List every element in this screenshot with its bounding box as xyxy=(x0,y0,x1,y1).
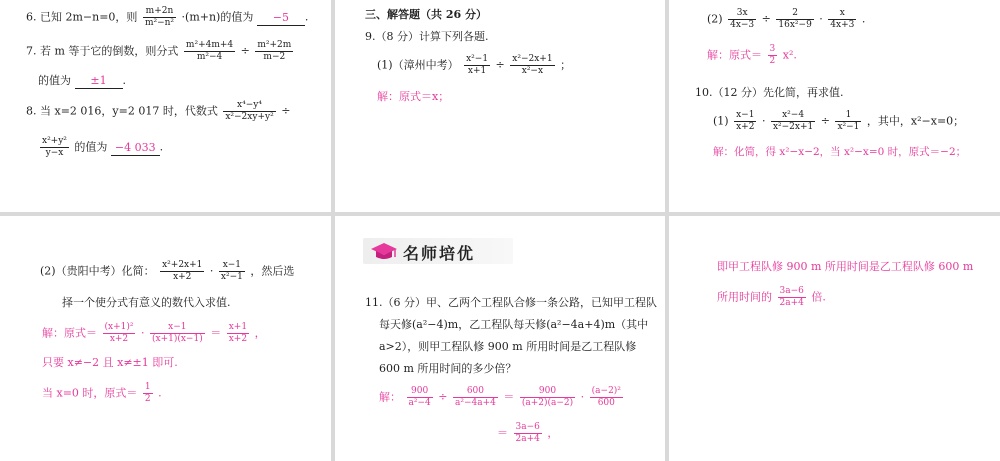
q9-2-fraction-1 xyxy=(728,8,756,31)
q10-1-op2: ÷ xyxy=(820,114,830,128)
q9-2-op1: ÷ xyxy=(761,12,771,26)
q11-sol2-den: 2a+4 xyxy=(515,434,540,444)
q7-fraction-2 xyxy=(255,40,293,63)
q10-2-sol-end: ， xyxy=(254,326,266,340)
q10-1-fraction-1 xyxy=(734,110,756,133)
q10-2-solution-2: 只要 x≠−2 且 x≠±1 即可. xyxy=(42,356,178,369)
q11-solution-1 xyxy=(379,386,625,409)
q11-sol-prefix: 解： xyxy=(379,390,401,404)
q10-2-sol3-den: 2 xyxy=(144,394,151,404)
q10-2-sol3-end: . xyxy=(158,386,162,400)
q9-2-f2-num: 2 xyxy=(776,8,813,20)
q10-1-f2-num: x²−4 xyxy=(771,110,815,122)
q10-1-op1: · xyxy=(761,114,766,128)
q8-answer: −4 033 xyxy=(111,141,160,156)
q10-2-fraction-1 xyxy=(160,260,204,283)
q8-line2-text: 的值为 xyxy=(74,140,108,154)
q9-1-solution: 解：原式＝x； xyxy=(377,90,450,103)
q9-2-f1-num: 3x xyxy=(728,8,756,20)
q11-sol-f3-den: (a+2)(a−2) xyxy=(521,398,574,408)
q11-sol-eq: ＝ xyxy=(503,390,515,404)
conclusion-line2 xyxy=(717,286,826,309)
q7-f2-den: m−2 xyxy=(263,52,286,62)
panel-q10-2 xyxy=(0,216,331,461)
question-11-line1: 11.（6 分）甲、乙两个工程队合修一条公路，已知甲工程队 xyxy=(365,296,657,309)
q11-sol-fraction-1 xyxy=(407,386,433,409)
q9-1-op: ÷ xyxy=(495,58,505,72)
q10-2-sol-f1-num: (x+1)² xyxy=(104,322,134,332)
q10-2-f1-den: x+2 xyxy=(173,272,192,282)
q11-sol2-num: 3a−6 xyxy=(515,422,540,432)
q11-sol-f2-den: a²−4a+4 xyxy=(454,398,496,408)
q11-sol-op1: ÷ xyxy=(438,390,448,404)
question-9-2 xyxy=(707,8,865,31)
q10-1-f1-den: x+2 xyxy=(736,122,755,132)
question-9: 9.（8 分）计算下列各题. xyxy=(365,30,489,43)
question-11-line2: 每天修(a²−4)m，乙工程队每天修(a²−4a+4)m（其中 xyxy=(379,318,649,331)
question-10-2-line2: 择一个使分式有意义的数代入求值. xyxy=(62,296,231,309)
q7-f1-num: m²+4m+4 xyxy=(185,40,234,50)
q9-1-f2-den: x²−x xyxy=(521,66,544,76)
q11-sol-f2-num: 600 xyxy=(453,386,498,398)
question-8-line2 xyxy=(38,136,163,159)
q9-2-f3-den: 4x+3 xyxy=(830,20,855,30)
q10-2-sol-fraction-3 xyxy=(227,322,249,345)
q10-2-sol-fraction-1 xyxy=(103,322,136,345)
q8-fraction-2 xyxy=(40,136,69,159)
q10-2-sol-op: · xyxy=(140,326,145,340)
q6-end: . xyxy=(304,10,309,24)
q11-sol-f4-num: (a−2)² xyxy=(591,386,621,396)
q10-2-f1-num: x²+2x+1 xyxy=(162,260,203,270)
conclusion-frac-den: 2a+4 xyxy=(779,298,804,308)
q9-1-end: ； xyxy=(560,58,572,72)
q9-2-fraction-3 xyxy=(828,8,856,31)
q8-f1-num: x⁴−y⁴ xyxy=(223,100,275,112)
q10-2-suffix: ，然后选 xyxy=(250,264,295,278)
q11-sol2-end: ， xyxy=(547,426,559,440)
q10-2-sol3-num: 1 xyxy=(144,382,151,392)
q10-2-sol3-fraction xyxy=(143,382,153,405)
q9-2-fraction-2 xyxy=(776,8,813,31)
q6-answer: −5 xyxy=(257,11,305,26)
conclusion-frac-num: 3a−6 xyxy=(779,286,804,296)
q9-2-sol-num: 3 xyxy=(769,44,776,54)
q11-sol-fraction-4 xyxy=(590,386,623,409)
q7-fraction-1 xyxy=(184,40,235,63)
q10-2-sol-f2-den: (x+1)(x−1) xyxy=(151,334,203,344)
question-9-1 xyxy=(377,54,571,77)
q7-end: . xyxy=(122,74,126,87)
q11-sol-f4-den: 600 xyxy=(597,398,615,408)
graduation-cap-icon xyxy=(369,240,399,262)
q11-sol-f1-den: a²−4 xyxy=(408,398,431,408)
q10-2-sol-f2-num: x−1 xyxy=(150,322,205,334)
q8-end: . xyxy=(159,140,164,154)
q9-1-label: (1)（漳州中考） xyxy=(377,58,459,72)
q10-2-sol-eq: ＝ xyxy=(210,326,222,340)
q9-2-op2: · xyxy=(819,12,823,26)
q11-sol-f3-num: 900 xyxy=(520,386,575,398)
q10-2-solution-3 xyxy=(42,382,162,405)
conclusion-line1: 即甲工程队修 900 m 所用时间是乙工程队修 600 m xyxy=(717,260,974,273)
q11-sol-fraction-2 xyxy=(453,386,498,409)
q11-sol-fraction-3 xyxy=(520,386,575,409)
q9-2-f1-den: 4x−3 xyxy=(730,20,755,30)
q10-2-label: (2)（贵阳中考）化简： xyxy=(40,264,155,278)
q6-text: 6. 已知 2m−n=0，则 xyxy=(26,10,138,24)
q9-2-f2-den: 16x²−9 xyxy=(778,20,812,30)
q9-2-f3-num: x xyxy=(828,8,856,20)
q11-sol-f1-num: 900 xyxy=(407,386,433,398)
question-7-line2 xyxy=(38,74,126,89)
q10-2-f2-num: x−1 xyxy=(219,260,245,272)
q9-1-fraction-1 xyxy=(464,54,490,77)
q6-fraction xyxy=(143,6,176,29)
panel-q9 xyxy=(335,0,665,212)
q8-fraction-1 xyxy=(223,100,275,123)
q7-text: 7. 若 m 等于它的倒数，则分式 xyxy=(26,44,179,58)
q7-f2-num: m²+2m xyxy=(257,40,292,50)
q9-2-sol-den: 2 xyxy=(769,56,776,66)
section-banner xyxy=(363,238,513,264)
q10-2-solution-1 xyxy=(42,322,266,345)
q10-2-sol-f3-den: x+2 xyxy=(228,334,248,344)
q9-2-solution xyxy=(707,44,797,67)
q7-answer: ±1 xyxy=(75,74,123,89)
q10-1-fraction-2 xyxy=(771,110,815,133)
q10-1-f3-den: x²−1 xyxy=(837,122,860,132)
q10-2-fraction-2 xyxy=(219,260,245,283)
q8-op: ÷ xyxy=(281,104,291,118)
question-8 xyxy=(26,100,290,123)
q9-1-f1-num: x²−1 xyxy=(466,54,489,64)
q9-2-end: . xyxy=(861,12,866,26)
q7-line2-text: 的值为 xyxy=(38,74,71,87)
q8-text: 8. 当 x=2 016，y=2 017 时，代数式 xyxy=(26,104,218,118)
question-11-line3: a>2），则甲工程队修 900 m 所用时间是乙工程队修 xyxy=(379,340,637,353)
question-10-1 xyxy=(713,110,964,133)
question-11-line4: 600 m 所用时间的多少倍？ xyxy=(379,362,517,375)
q8-f2-den: y−x xyxy=(45,148,64,158)
conclusion-fraction xyxy=(778,286,806,309)
q9-2-sol-suffix: x². xyxy=(782,48,797,62)
q10-1-suffix: ，其中，x²−x=0； xyxy=(866,114,965,128)
q9-2-sol-fraction xyxy=(768,44,778,67)
q6-text-b: ·(m+n)的值为 xyxy=(181,10,254,24)
q11-sol-op2: · xyxy=(580,390,585,404)
q9-2-sol-prefix: 解：原式＝ xyxy=(707,48,762,62)
q9-2-label: (2) xyxy=(707,12,723,26)
q7-f1-den: m²−4 xyxy=(196,52,223,62)
q10-2-op: · xyxy=(209,264,214,278)
q9-1-fraction-2 xyxy=(510,54,554,77)
question-10: 10.（12 分）先化简，再求值. xyxy=(695,86,844,99)
q10-2-sol3-prefix: 当 x=0 时，原式＝ xyxy=(42,386,138,400)
question-6 xyxy=(26,6,308,29)
q9-1-f2-num: x²−2x+1 xyxy=(512,54,553,64)
q6-frac-den: m²−n² xyxy=(144,18,175,28)
q6-frac-num: m+2n xyxy=(143,6,176,18)
q10-2-sol-prefix: 解：原式＝ xyxy=(42,326,97,340)
banner-title: 名师培优 xyxy=(403,244,476,263)
q11-sol2-fraction xyxy=(514,422,542,445)
q10-2-sol-f1-den: x+2 xyxy=(109,334,129,344)
q10-1-label: (1) xyxy=(713,114,729,128)
panel-q11 xyxy=(335,216,665,461)
q8-f2-num: x²+y² xyxy=(42,136,67,146)
panel-q11-conclusion xyxy=(669,216,1000,461)
panel-q6-q8 xyxy=(0,0,331,212)
q10-1-f2-den: x²−2x+1 xyxy=(772,122,814,132)
conclusion-line2-a: 所用时间的 xyxy=(717,290,772,304)
q9-1-f1-den: x+1 xyxy=(467,66,487,76)
q10-1-fraction-3 xyxy=(835,110,861,133)
panel-q9-2-q10 xyxy=(669,0,1000,212)
q11-solution-2 xyxy=(497,422,558,445)
q10-2-f2-den: x²−1 xyxy=(220,272,243,282)
q10-1-f1-num: x−1 xyxy=(736,110,755,120)
q10-1-f3-num: 1 xyxy=(835,110,861,122)
q10-2-sol-fraction-2 xyxy=(150,322,205,345)
q7-op: ÷ xyxy=(240,44,250,58)
question-7 xyxy=(26,40,295,63)
q10-1-solution: 解：化简，得 x²−x−2，当 x²−x=0 时，原式＝−2； xyxy=(713,146,967,158)
conclusion-line2-b: 倍. xyxy=(811,290,826,304)
q10-2-sol-f3-num: x+1 xyxy=(228,322,248,332)
q11-sol2-eq: ＝ xyxy=(497,426,508,440)
q8-f1-den: x²−2xy+y² xyxy=(225,112,274,122)
question-10-2 xyxy=(40,260,294,283)
section-heading: 三、解答题（共 26 分） xyxy=(365,8,487,21)
